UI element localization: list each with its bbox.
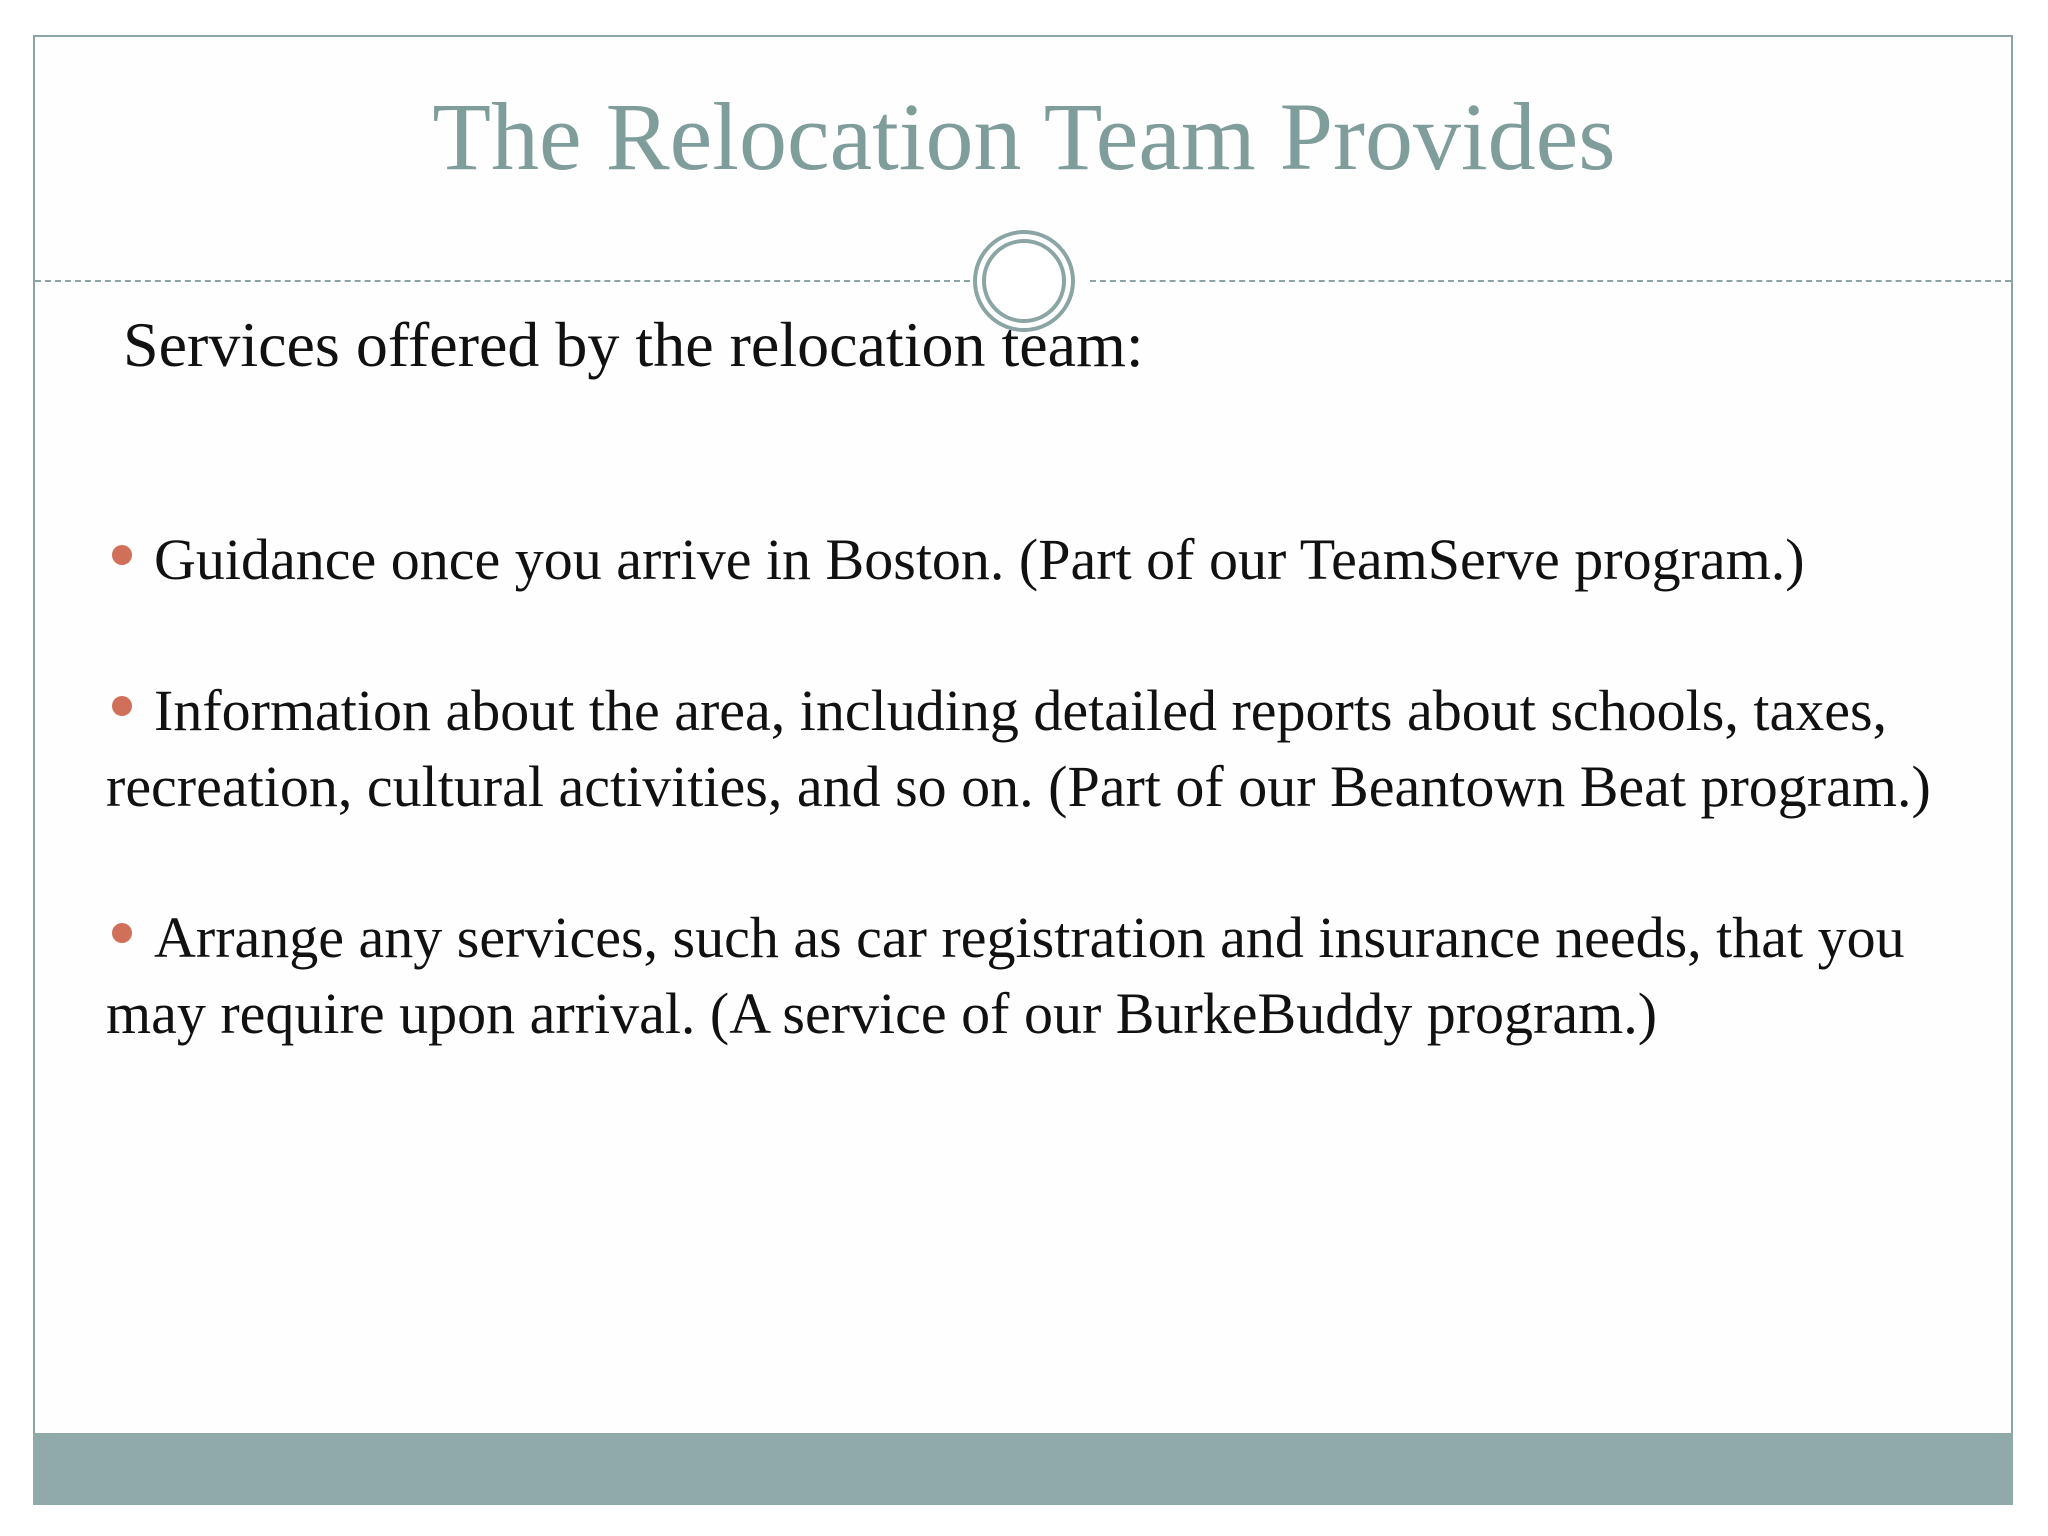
bullet-text: Arrange any services, such as car registration and insurance needs, that you may require upon arrival. (A service of our BurkeBuddy program.) — [106, 905, 1905, 1046]
bullet-dot-icon — [112, 545, 132, 565]
bullet-dot-icon — [112, 696, 132, 716]
bullet-item — [106, 673, 1986, 825]
bullet-list — [106, 522, 1986, 1127]
bullet-item — [106, 522, 1986, 598]
bullet-item — [106, 900, 1986, 1052]
divider-line-right — [1090, 280, 2011, 282]
slide-title: The Relocation Team Provides — [432, 83, 1616, 190]
footer-bar — [33, 1433, 2013, 1505]
bullet-text: Information about the area, including detailed reports about schools, taxes, recreation, cultural activities, and so on. (Part of our Beantown Beat program.) — [106, 678, 1931, 819]
divider-line-left — [35, 280, 970, 282]
bullet-text: Guidance once you arrive in Boston. (Part of our TeamServe program.) — [154, 527, 1805, 592]
bullet-dot-icon — [112, 923, 132, 943]
intro-text: Services offered by the relocation team: — [123, 309, 1144, 380]
